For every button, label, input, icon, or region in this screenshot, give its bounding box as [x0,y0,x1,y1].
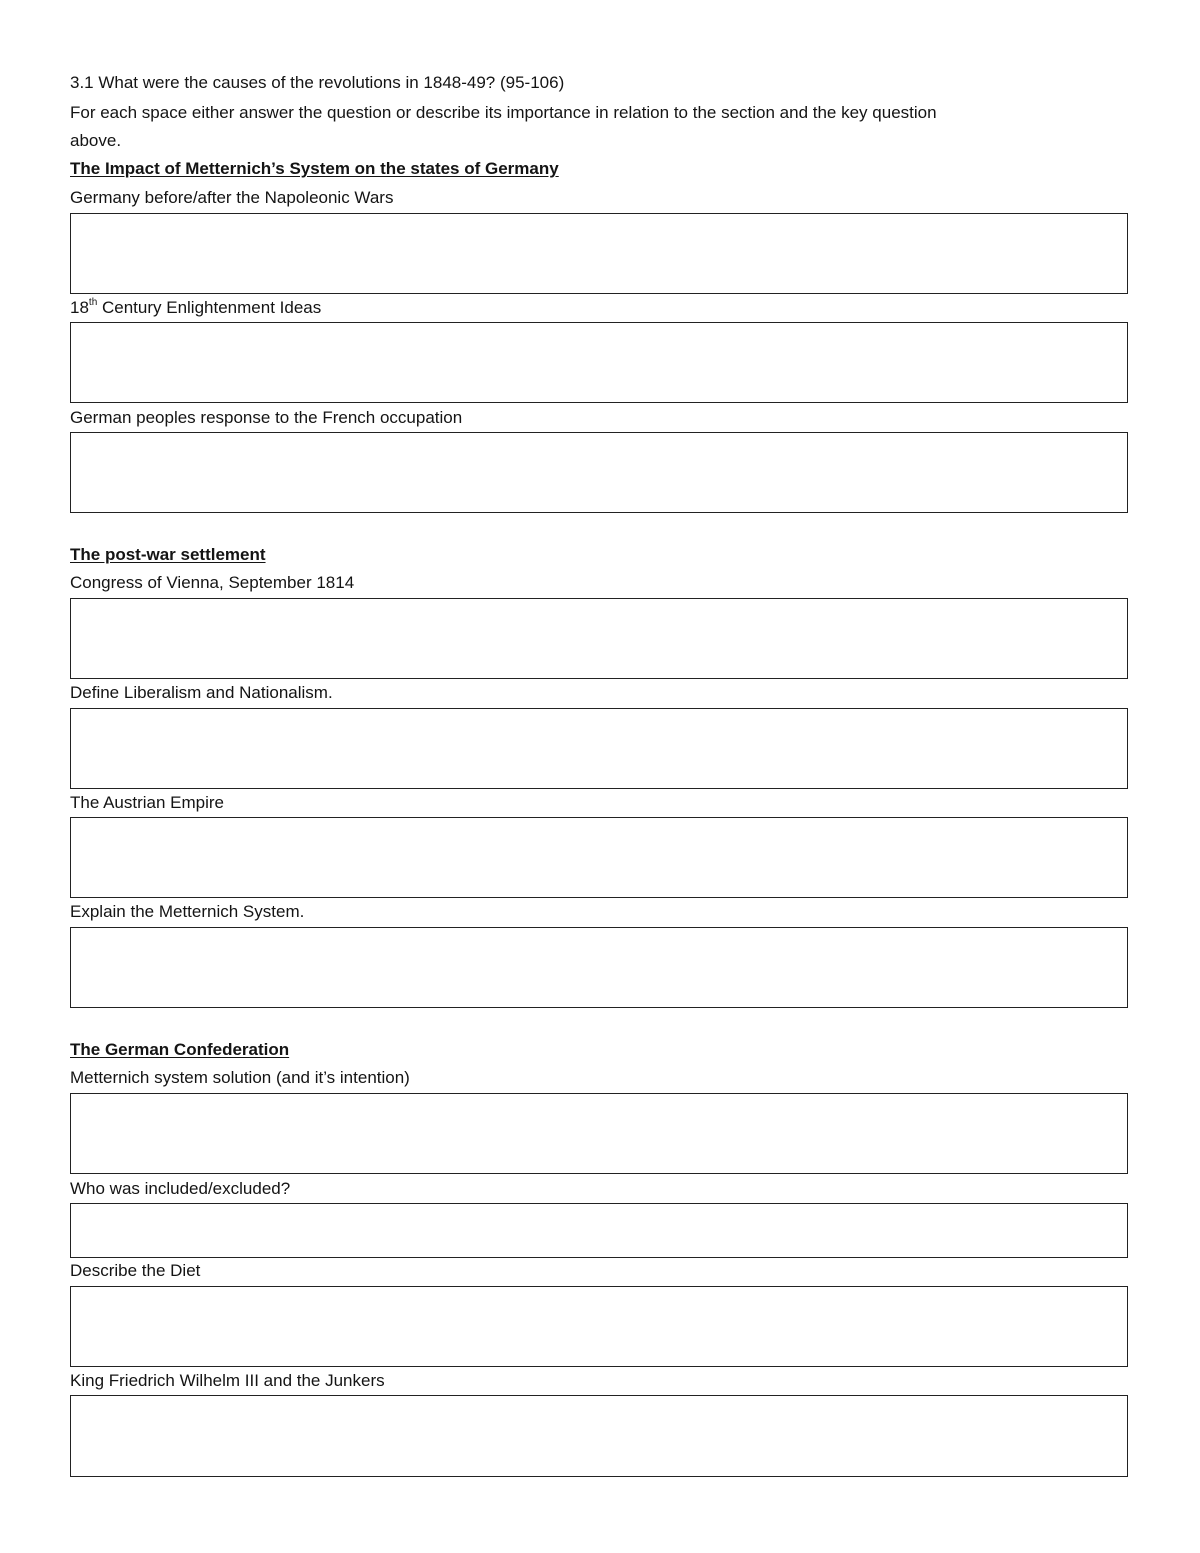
prompt-label: Define Liberalism and Nationalism. [70,683,333,702]
instructions-line-2: above. [70,131,122,150]
prompt-label [70,298,321,318]
section-heading-metternich-impact: The Impact of Metternich’s System on the states of Germany [70,159,559,178]
section-heading-german-confederation: The German Confederation [70,1040,290,1059]
prompt-label: Explain the Metternich System. [70,902,305,921]
answer-box[interactable] [70,598,1128,679]
instructions-line-1: For each space either answer the question or describe its importance in relation to the section and the key question [70,103,937,122]
prompt-label: Congress of Vienna, September 1814 [70,573,355,592]
answer-box[interactable] [70,213,1128,294]
worksheet-title: 3.1 What were the causes of the revolutions in 1848-49? (95-106) [70,73,565,92]
prompt-label: Who was included/excluded? [70,1179,291,1198]
prompt-label-number: 18 [70,298,89,317]
prompt-label: Germany before/after the Napoleonic Wars [70,188,394,207]
answer-box[interactable] [70,1395,1128,1477]
answer-box[interactable] [70,1286,1128,1367]
prompt-label-ordinal: th [88,297,98,309]
answer-box[interactable] [70,322,1128,403]
prompt-label: Metternich system solution (and it’s intention) [70,1068,410,1087]
prompt-label: King Friedrich Wilhelm III and the Junkers [70,1371,385,1390]
answer-box[interactable] [70,1093,1128,1174]
section-heading-post-war-settlement: The post-war settlement [70,545,266,564]
prompt-label-rest: Century Enlightenment Ideas [97,298,322,317]
answer-box[interactable] [70,927,1128,1008]
prompt-label: German peoples response to the French occupation [70,408,463,427]
answer-box[interactable] [70,708,1128,789]
answer-box[interactable] [70,1203,1128,1258]
prompt-label: Describe the Diet [70,1261,201,1280]
answer-box[interactable] [70,432,1128,513]
prompt-label: The Austrian Empire [70,793,225,812]
answer-box[interactable] [70,817,1128,898]
